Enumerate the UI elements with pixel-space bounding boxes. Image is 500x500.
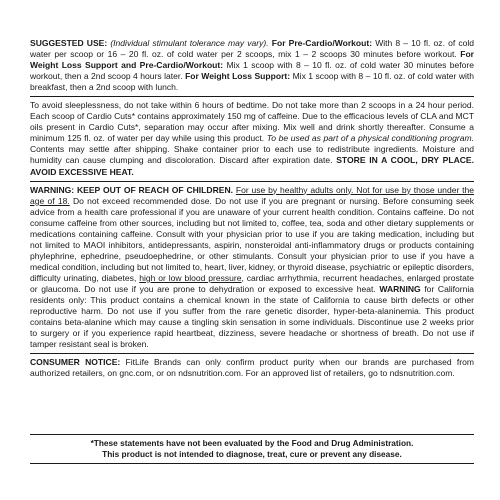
storage-notice: STORE IN A COOL, DRY PLACE. AVOID EXCESSIVE HEAT. <box>30 155 475 177</box>
supplement-label-text <box>30 38 474 379</box>
warning-heading: WARNING: KEEP OUT OF REACH OF CHILDREN. <box>30 184 233 195</box>
fda-line-1: *These statements have not been evaluated by the Food and Drug Administration. <box>90 438 414 448</box>
warning-section <box>30 185 474 351</box>
wl-support-text: Mix 1 scoop with 8 – 10 fl. oz. of cold water with breakfast, then a 2nd scoop with lunch. <box>30 71 475 93</box>
suggested-use-intro: (Individual stimulant tolerance may vary). <box>110 38 269 48</box>
wl-support-label: For Weight Loss Support: <box>185 71 291 82</box>
divider <box>30 96 474 97</box>
fda-disclaimer <box>30 434 474 464</box>
divider <box>30 181 474 182</box>
consumer-notice-text: FitLife Brands can only confirm product purity when our brands are purchased from authorized retailers, on gnc.com, or on ndsnutrition.com. For an approved list of retailers, go to ndsnutrition.com. <box>30 357 475 379</box>
california-warning-label: WARNING <box>379 283 421 294</box>
weightloss-text: Mix 1 scoop with 8 – 10 fl. oz. of cold water 30 minutes before workout, then a 2nd scoop 4 hours later. <box>30 60 475 82</box>
consumer-notice-section <box>30 357 474 379</box>
divider <box>30 353 474 354</box>
warning-text-2: , cardiac arrhythmia, recurrent headaches, enlarged prostate or glaucoma. Do not use if you are prone to dehydration or exposed to excessive heat. <box>30 272 475 294</box>
directions-text-2: Contents may settle after shipping. Shake container prior to each use to redistribute ingredients. Moisture and humidity can cause clumping and discoloration. Discard after expiration date. <box>30 144 474 166</box>
suggested-use-section <box>30 38 474 93</box>
warning-text-3: for California residents only: This product contains a chemical known in the state of California to cause birth defects or other reproductive harm. Do not use if you suffer from the rare genetic disorder, hyper-beta-alaninemia. This product contains beta-alanine which may cause a tingling skin sensation in some individuals. Discontinue use 2 weeks prior to surgery or if you experience rapid heartbeat, dizziness, severe headache or shortness of breath. Do not use if tamper resistant seal is broken. <box>30 283 475 350</box>
warning-text-1: Do not exceed recommended dose. Do not use if you are pregnant or nursing. Before consuming seek advice from a health care professional if you are unaware of your current health condition. Contains caffeine. Do not consume caffeine from other sources, including but not limited to, coffee, tea, soda and other dietary supplements or medications containing caffeine. Consult with your physician prior to use if you are taking medication, including but not limited to MAOI inhibitors, antidepressants, aspirin, nonsteroidal anti-inflammatory drugs or products containing phylephrine, ephedrine, pseudoephedrine, or other stimulants. Consult your physician prior to use if you have a medical condition, including but not limited to, heart, liver, kidney, or thyroid disease, psychiatric or epileptic disorders, difficulty urinating, diabetes, <box>30 195 474 283</box>
directions-section <box>30 100 474 177</box>
consumer-notice-heading: CONSUMER NOTICE: <box>30 357 121 368</box>
cardio-text: With 8 – 10 fl. oz. of cold water per scoop or 16 – 20 fl. oz. of cold water per 2 scoops, mix 1 – 2 scoops 30 minutes before workout. <box>30 38 474 60</box>
directions-italic: To be used as part of a physical conditioning program. <box>266 133 474 144</box>
fda-line-2: This product is not intended to diagnose, treat, cure or prevent any disease. <box>102 449 402 459</box>
adults-only-notice: For use by healthy adults only. Not for use by those under the age of 18. <box>30 184 475 206</box>
suggested-use-heading: SUGGESTED USE: <box>30 38 108 48</box>
weightloss-label: For Weight Loss Support and Pre-Cardio/Workout: <box>30 49 474 71</box>
directions-text: To avoid sleeplessness, do not take within 6 hours of bedtime. Do not take more than 2 scoops in a 24 hour period. Each scoop of Cardio Cuts* contains approximately 150 mg of caffeine. Due to the efficacious levels of CLA and MCT oils present in Cardio Cuts*, separation may occur after mixing. Mix well and drink shortly thereafter. Consume a minimum 125 fl. oz. of water per day while using this product. <box>30 100 474 144</box>
cardio-label: For Pre-Cardio/Workout: <box>271 38 373 48</box>
blood-pressure-text: high or low blood pressure <box>139 272 242 283</box>
